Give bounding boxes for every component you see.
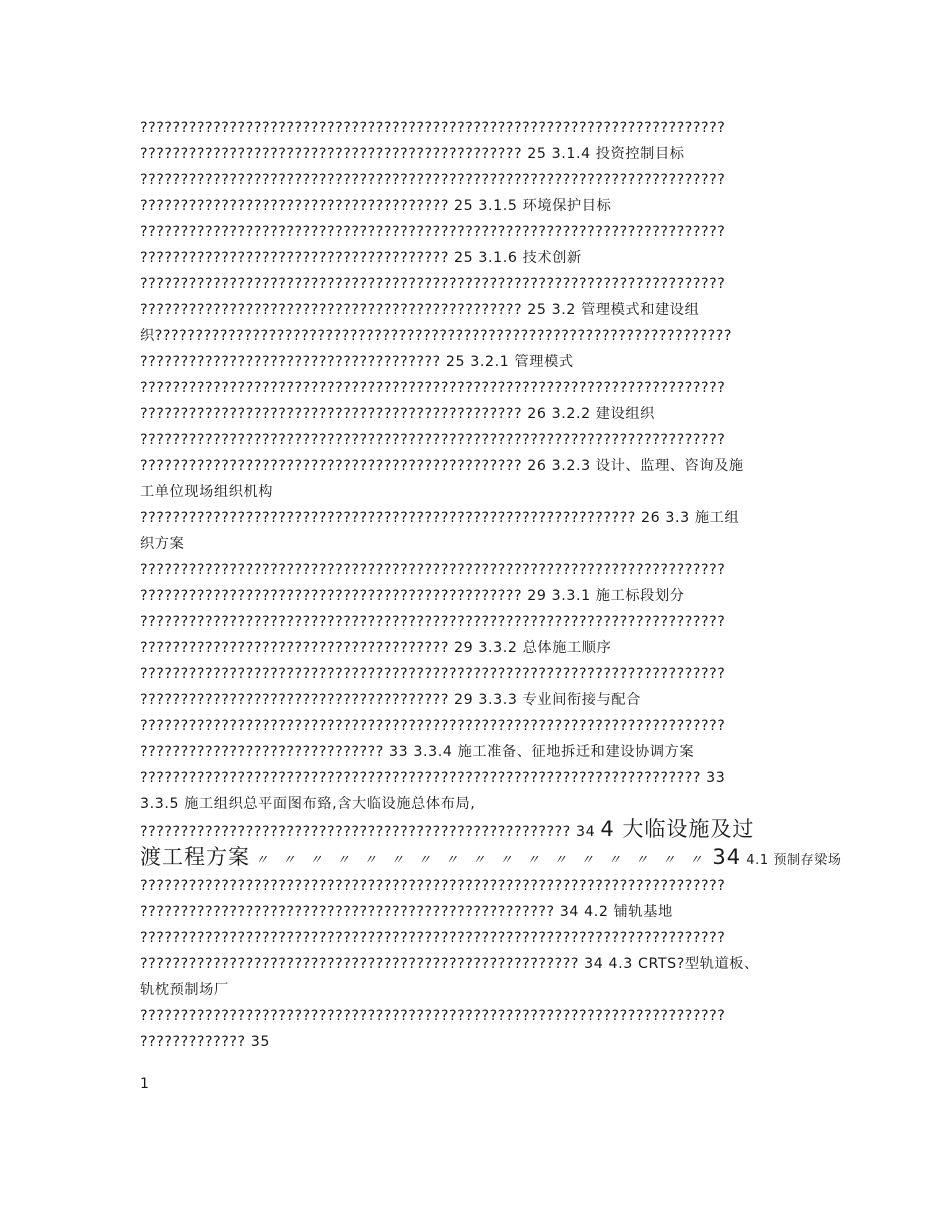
- toc-line: ????????????????????????????????????????????????????????????????????????: [140, 614, 726, 630]
- toc-line: 织方案: [140, 536, 185, 552]
- toc-line: ?????????????????????????????????????? 29 3.3.2 总体施工顺序: [140, 640, 612, 656]
- toc-line: ??????????????????????????????????????????????? 26 3.2.2 建设组织: [140, 406, 655, 422]
- toc-leader: ????????????????????????????????????????????????????? 34: [140, 824, 601, 840]
- chapter-page-number: 34: [712, 845, 742, 869]
- toc-line: ????????????????????????????????????????????????????????????????????????: [140, 878, 726, 894]
- toc-line: ????????????????????????????????????????????????????????????????????????: [140, 276, 726, 292]
- toc-line: ??????????????????????????????????????????????? 25 3.1.4 投资控制目标: [140, 146, 685, 162]
- toc-line: ????????????????????????????????????????????????????????????????????????: [140, 224, 726, 240]
- page-number: 1: [140, 1076, 149, 1092]
- toc-line: ?????????????????????????????????????????????????????? 34 4.3 CRTS?型轨道板、: [140, 956, 759, 972]
- toc-line: ?????????????????????????????? 33 3.3.4 施工准备、征地拆迁和建设协调方案: [140, 744, 695, 760]
- toc-line: ????????????? 35: [140, 1034, 271, 1050]
- toc-line: ????????????????????????????????????????????????????????????????????????: [140, 1008, 726, 1024]
- toc-line: ????????????????????????????????????? 25 3.2.1 管理模式: [140, 354, 574, 370]
- toc-line: ??????????????????????????????????????????????? 29 3.3.1 施工标段划分: [140, 588, 685, 604]
- toc-line: ?????????????????????????????????????? 29 3.3.3 专业间衔接与配合: [140, 692, 641, 708]
- toc-line: 3.3.5 施工组织总平面图布臵,含大临设施总体布局,: [140, 796, 476, 812]
- toc-line: ????????????????????????????????????????????????????????????????????????: [140, 380, 726, 396]
- toc-line: ????????????????????????????????????????????????????????????????????? 33: [140, 770, 726, 786]
- ditto-marks: 〃 〃 〃 〃 〃 〃 〃 〃 〃 〃 〃 〃 〃 〃 〃 〃 〃: [255, 853, 708, 868]
- toc-line: ??????????????????????????????????????????????? 25 3.2 管理模式和建设组: [140, 302, 700, 318]
- toc-line: 工单位现场组织机构: [140, 484, 274, 500]
- toc-line: ????????????????????????????????????????????????????????????????????????: [140, 666, 726, 682]
- toc-line: ????????????????????????????????????????????????????????????????????????: [140, 930, 726, 946]
- toc-line: ????????????????????????????????????????????????????????????????????????: [140, 120, 726, 136]
- toc-line: ????????????????????????????????????????????????????????????????????????: [140, 562, 726, 578]
- toc-line: ??????????????????????????????????????????????????? 34 4.2 铺轨基地: [140, 904, 673, 920]
- toc-entry: 4.1 预制存梁场: [746, 853, 842, 868]
- toc-heading-line: [140, 843, 842, 871]
- toc-line: ????????????????????????????????????????????????????????????????????????: [140, 718, 726, 734]
- toc-line: ????????????????????????????????????????????????????????????????????????: [140, 432, 726, 448]
- chapter-heading: 4 大临设施及过: [600, 817, 755, 841]
- toc-line: ????????????????????????????????????????????????????????????? 26 3.3 施工组: [140, 510, 740, 526]
- toc-line: ??????????????????????????????????????????????? 26 3.2.3 设计、监理、咨询及施: [140, 458, 744, 474]
- toc-line: 织???????????????????????????????????????????????????????????????????????: [140, 328, 733, 344]
- chapter-heading: 渡工程方案: [140, 845, 250, 869]
- toc-heading-line: [140, 815, 820, 843]
- toc-line: ?????????????????????????????????????? 25 3.1.5 环境保护目标: [140, 198, 612, 214]
- toc-line: ?????????????????????????????????????? 25 3.1.6 技术创新: [140, 250, 582, 266]
- toc-line: 轨枕预制场厂: [140, 982, 229, 998]
- toc-line: ????????????????????????????????????????????????????????????????????????: [140, 172, 726, 188]
